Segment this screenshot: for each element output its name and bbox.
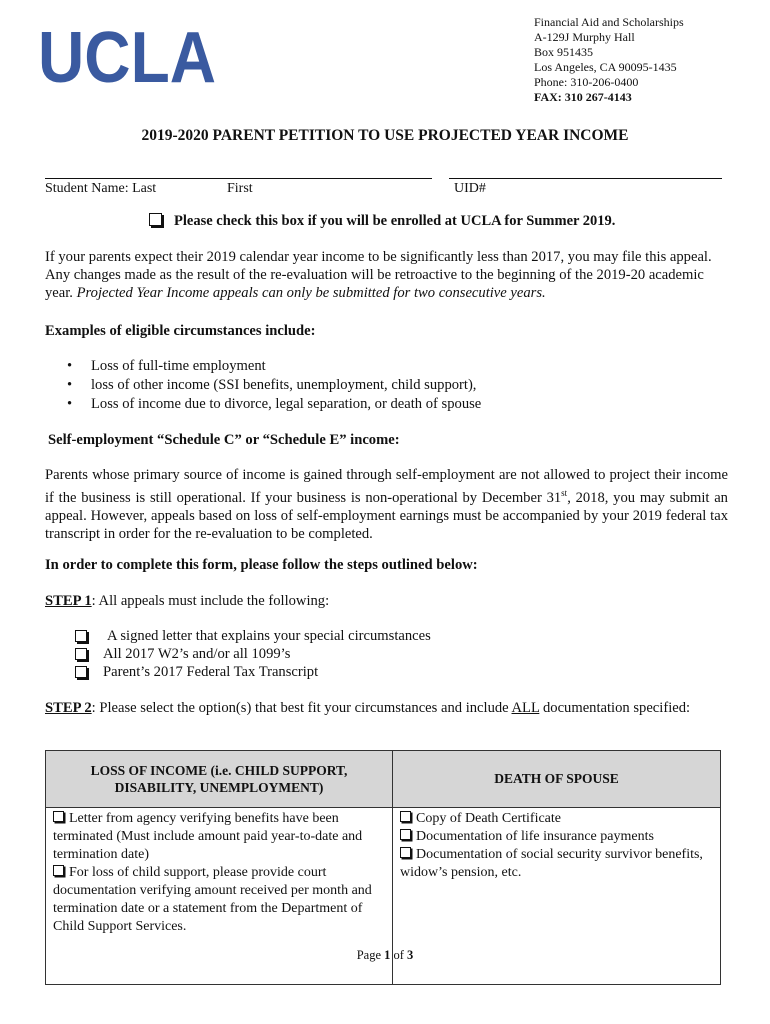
uid-label: UID# bbox=[454, 181, 486, 196]
summer-enrollment-row bbox=[149, 213, 615, 230]
office-line: Financial Aid and Scholarships bbox=[534, 15, 684, 29]
list-item: • Loss of income due to divorce, legal separation, or death of spouse bbox=[45, 395, 728, 414]
student-name-label: Student Name: Last bbox=[45, 181, 157, 196]
list-item-text: A signed letter that explains your special circumstances bbox=[107, 628, 431, 644]
checkbox-icon bbox=[75, 648, 87, 660]
page-total: 3 bbox=[407, 948, 414, 962]
examples-list bbox=[45, 357, 728, 414]
ordinal-suffix: st bbox=[561, 488, 568, 498]
page-number bbox=[0, 948, 770, 963]
summer-checkbox-label: Please check this box if you will be enrolled at UCLA for Summer 2019. bbox=[174, 213, 616, 229]
step2-text-a: : Please select the option(s) that best fit your circumstances and include bbox=[91, 700, 512, 716]
intro-paragraph bbox=[45, 248, 728, 302]
checkbox-icon[interactable] bbox=[400, 847, 411, 858]
step1-label: STEP 1 bbox=[45, 593, 92, 609]
list-item-text: Parent’s 2017 Federal Tax Transcript bbox=[103, 664, 319, 680]
list-item bbox=[45, 627, 728, 645]
doc-item-text: Letter from agency verifying benefits have been terminated (Must include amount paid year-to-date and termination date) bbox=[53, 811, 363, 862]
student-name-field[interactable] bbox=[45, 178, 432, 179]
page-title: 2019-2020 PARENT PETITION TO USE PROJECTED YEAR INCOME bbox=[141, 127, 629, 144]
instructions-heading: In order to complete this form, please follow the steps outlined below: bbox=[45, 557, 478, 573]
checkbox-icon[interactable] bbox=[400, 811, 411, 822]
step1-text: : All appeals must include the following: bbox=[91, 593, 330, 609]
office-address bbox=[534, 15, 754, 105]
checkbox-icon bbox=[75, 666, 87, 678]
list-item bbox=[45, 663, 728, 681]
death-of-spouse-header: DEATH OF SPOUSE bbox=[393, 751, 721, 808]
uid-field[interactable] bbox=[449, 178, 722, 179]
checkbox-icon[interactable] bbox=[53, 865, 64, 876]
list-item: • Loss of full-time employment bbox=[45, 357, 728, 376]
step1-line bbox=[45, 592, 728, 610]
list-item bbox=[45, 645, 728, 663]
self-employment-text-b: , 2018, you may submit an appeal. However, appeals based on loss of self-employment earnings must be accompanied by your 2019 federal tax transcript in order for the re-evaluation to be completed. bbox=[45, 489, 728, 542]
step2-label: STEP 2 bbox=[45, 700, 92, 716]
ucla-logo bbox=[38, 24, 218, 88]
office-line: A-129J Murphy Hall bbox=[534, 30, 635, 44]
table-header-row bbox=[46, 751, 721, 808]
page-sep: of bbox=[390, 948, 408, 962]
page-prefix: Page bbox=[356, 948, 385, 962]
loss-of-income-header: LOSS OF INCOME (i.e. CHILD SUPPORT, DISABILITY, UNEMPLOYMENT) bbox=[46, 751, 393, 808]
first-name-label: First bbox=[227, 181, 253, 196]
checkbox-icon bbox=[75, 630, 87, 642]
self-employment-heading: Self-employment “Schedule C” or “Schedule E” income: bbox=[48, 432, 400, 448]
doc-item-text: Documentation of social security survivor benefits, widow’s pension, etc. bbox=[400, 847, 703, 880]
doc-item-text: For loss of child support, please provide court documentation verifying amount received per month and termination date or a statement from the Department of Child Support Services. bbox=[53, 865, 372, 934]
doc-item-text: Documentation of life insurance payments bbox=[416, 829, 654, 844]
office-line: Phone: 310-206-0400 bbox=[534, 75, 639, 89]
page-current: 1 bbox=[384, 948, 391, 962]
intro-italic-note: Projected Year Income appeals can only be submitted for two consecutive years. bbox=[76, 285, 546, 301]
doc-item bbox=[53, 810, 385, 864]
step1-list bbox=[45, 627, 728, 681]
self-employment-paragraph bbox=[45, 466, 728, 543]
list-item: • loss of other income (SSI benefits, unemployment, child support), bbox=[45, 376, 728, 395]
intro-text: If your parents expect their 2019 calendar year income to be significantly less than 2017, you may file this appeal. Any changes made as the result of the re-evaluation will be retroactive to the beginning of the 2019-20 academic year. bbox=[45, 249, 712, 301]
doc-item bbox=[400, 810, 713, 828]
doc-item bbox=[53, 864, 385, 936]
checkbox-icon[interactable] bbox=[53, 811, 64, 822]
checkbox-icon[interactable] bbox=[400, 829, 411, 840]
step2-text-b: documentation specified: bbox=[539, 700, 691, 716]
office-fax: FAX: 310 267-4143 bbox=[534, 90, 632, 104]
self-employment-text-a: Parents whose primary source of income is gained through self-employment are not allowed to project their income if the business is still operational. If your business is non-operational by December 31 bbox=[45, 467, 728, 506]
list-item-text: All 2017 W2’s and/or all 1099’s bbox=[103, 646, 291, 662]
step2-all: ALL bbox=[511, 700, 540, 716]
step2-line bbox=[45, 699, 728, 717]
doc-item bbox=[400, 846, 713, 882]
doc-item bbox=[400, 828, 713, 846]
examples-heading: Examples of eligible circumstances include: bbox=[45, 323, 316, 339]
svg-text:UCLA: UCLA bbox=[38, 24, 216, 88]
summer-checkbox[interactable] bbox=[149, 213, 162, 226]
office-line: Box 951435 bbox=[534, 45, 594, 59]
doc-item-text: Copy of Death Certificate bbox=[416, 811, 562, 826]
office-line: Los Angeles, CA 90095-1435 bbox=[534, 60, 677, 74]
